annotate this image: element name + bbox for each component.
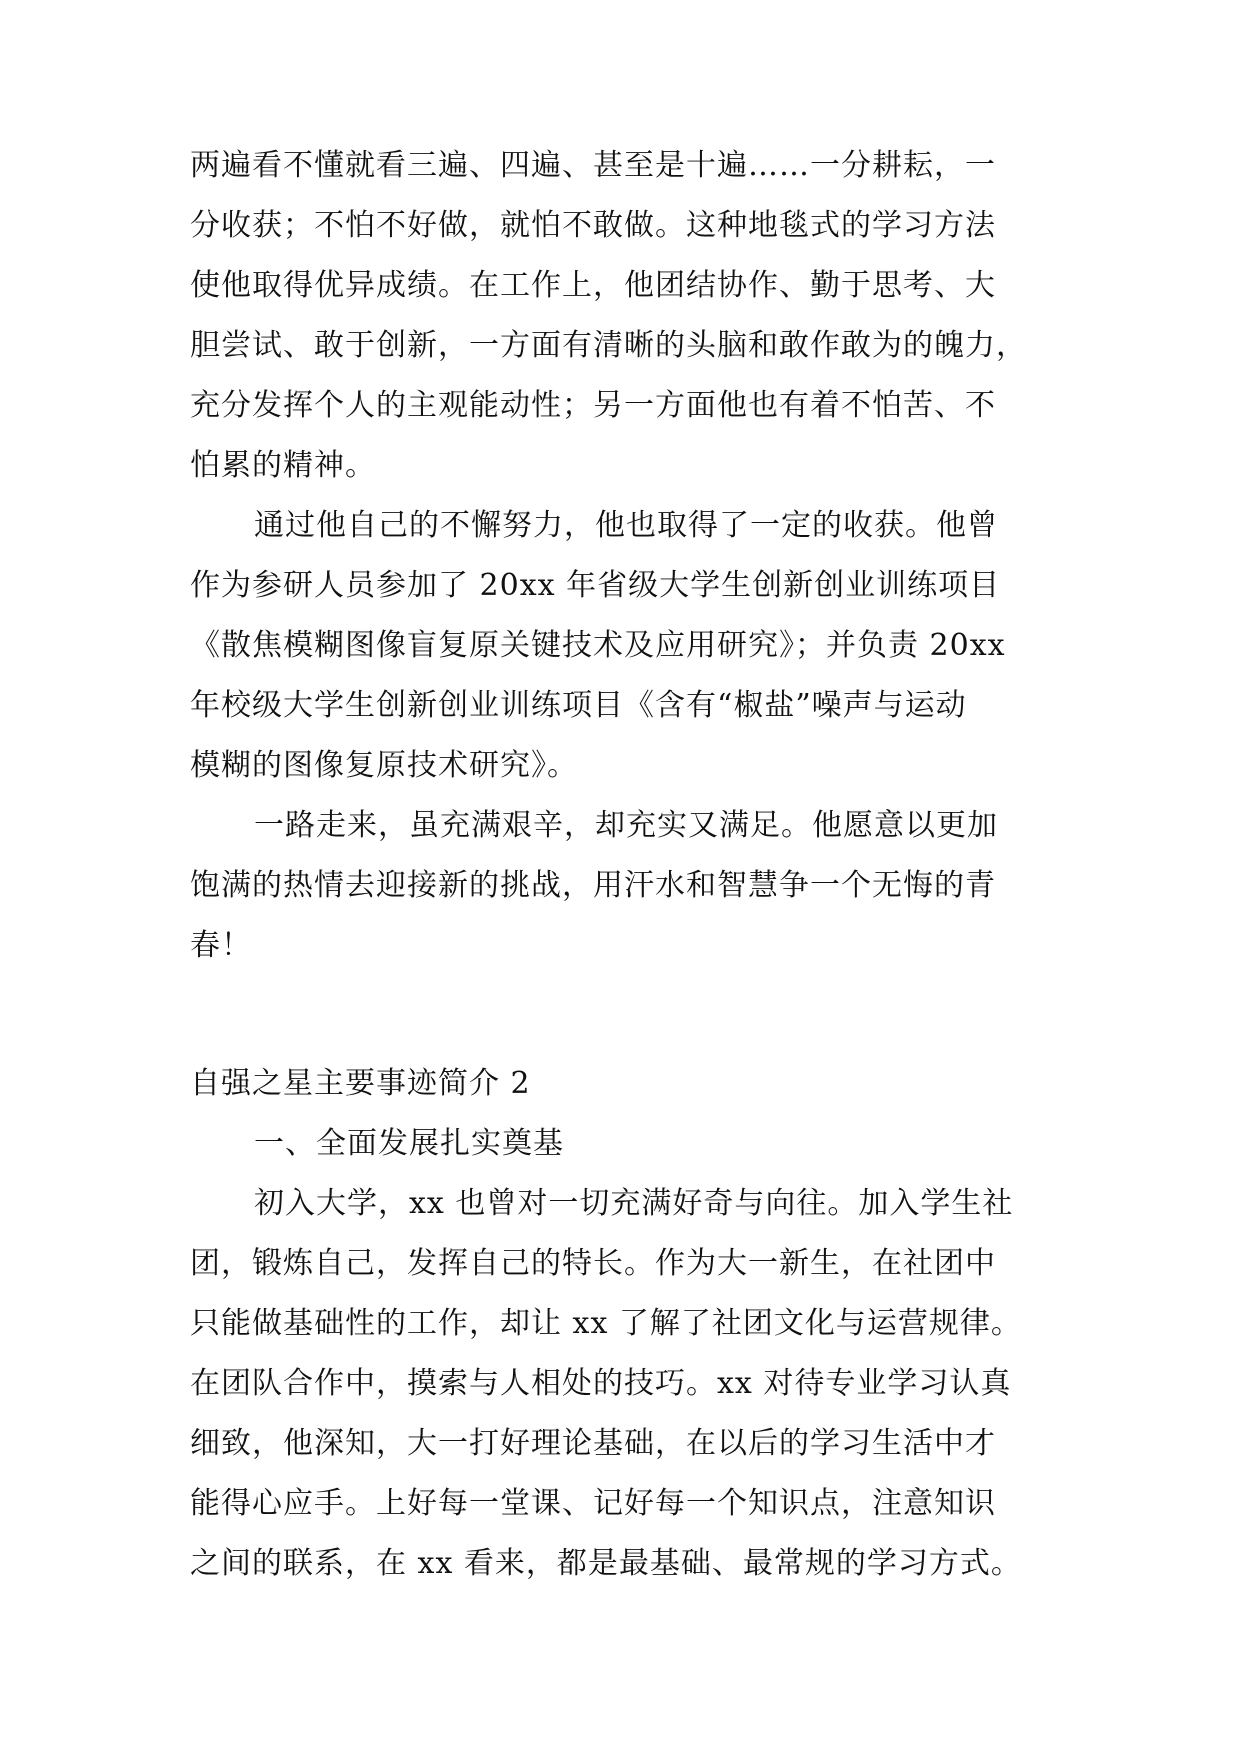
paragraph-closing (190, 796, 1070, 976)
text-line: 模糊的图像复原技术研究》。 (190, 748, 578, 783)
text-line: 一路走来，虽充满艰辛，却充实又满足。他愿意以更加 (254, 808, 998, 843)
subheading: 一、全面发展扎实奠基 (254, 1126, 564, 1161)
text-line: 饱满的热情去迎接新的挑战，用汗水和智慧争一个无悔的青 (190, 868, 996, 903)
text-line: 通过他自己的不懈努力，他也取得了一定的收获。他曾 (254, 508, 998, 543)
text-line: 作为参研人员参加了 20xx 年省级大学生创新创业训练项目 (190, 568, 1001, 603)
text-line: 初入大学，xx 也曾对一切充满好奇与向往。加入学生社 (254, 1186, 1014, 1221)
paragraph-university-life (190, 1174, 1070, 1594)
text-line: 《散焦模糊图像盲复原关键技术及应用研究》；并负责 20xx (190, 628, 1006, 663)
text-line: 只能做基础性的工作，却让 xx 了解了社团文化与运营规律。 (190, 1306, 1022, 1341)
text-line: 怕累的精神。 (190, 448, 376, 483)
text-line: 之间的联系，在 xx 看来，都是最基础、最常规的学习方式。 (190, 1546, 1022, 1581)
section-subheading (190, 1114, 1070, 1174)
section-title (190, 1054, 1070, 1114)
text-line: 年校级大学生创新创业训练项目《含有“椒盐”噪声与运动 (190, 688, 967, 723)
paragraph-continuation (190, 136, 1070, 496)
text-line: 在团队合作中，摸索与人相处的技巧。xx 对待专业学习认真 (190, 1366, 1012, 1401)
text-line: 细致，他深知，大一打好理论基础，在以后的学习生活中才 (190, 1426, 996, 1461)
text-line: 团，锻炼自己，发挥自己的特长。作为大一新生，在社团中 (190, 1246, 996, 1281)
paragraph-achievements (190, 496, 1070, 796)
text-line: 春！ (190, 928, 252, 963)
text-line: 两遍看不懂就看三遍、四遍、甚至是十遍……一分耕耘，一 (190, 148, 996, 183)
text-line: 分收获；不怕不好做，就怕不敢做。这种地毯式的学习方法 (190, 208, 996, 243)
page-title: 自强之星主要事迹简介 2 (190, 1066, 531, 1101)
text-line: 使他取得优异成绩。在工作上，他团结协作、勤于思考、大 (190, 268, 996, 303)
text-line: 胆尝试、敢于创新，一方面有清晰的头脑和敢作敢为的魄力， (190, 328, 1027, 363)
text-line: 充分发挥个人的主观能动性；另一方面他也有着不怕苦、不 (190, 388, 996, 423)
text-line: 能得心应手。上好每一堂课、记好每一个知识点，注意知识 (190, 1486, 996, 1521)
